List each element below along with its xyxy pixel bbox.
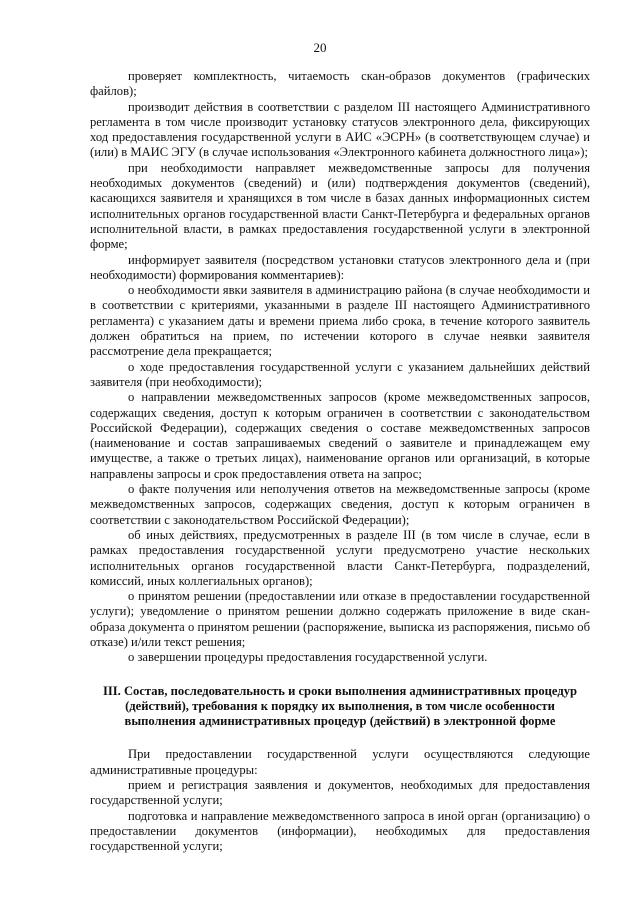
section-heading: III. Состав, последовательность и сроки выполнения административных процедур (действий), требования к порядку их выполнения, в том числе особенности выполнения административных процедур (действий) в электронной форме	[102, 683, 578, 729]
paragraph: при необходимости направляет межведомственные запросы для получения необходимых документов (сведений) и (или) подтверждения документов (сведений), касающихся заявителя и хранящихся в том числе в базах данных информационных систем исполнительных органов государственной власти Санкт-Петербурга и федеральных органов исполнительной власти, в рамках предоставления государственной услуги в электронной форме;	[90, 160, 590, 252]
paragraph: о завершении процедуры предоставления государственной услуги.	[128, 650, 488, 665]
paragraph: проверяет комплектность, читаемость скан-образов документов (графических файлов);	[90, 69, 590, 99]
paragraph: о факте получения или неполучения ответов на межведомственные запросы (кроме межведомственных запросов, содержащих сведения, доступ к которым ограничен в соответствии с законодательством Российской Федерации);	[90, 482, 590, 527]
paragraph: подготовка и направление межведомственного запроса в иной орган (организацию) о предоставлении документов (информации), необходимых для предоставления государственной услуги;	[90, 808, 590, 854]
page-number: 20	[313, 40, 327, 55]
paragraph: о ходе предоставления государственной услуги с указанием дальнейших действий заявителя (при необходимости);	[90, 359, 590, 389]
paragraph: об иных действиях, предусмотренных в разделе III (в том числе в случае, если в рамках предоставления государственной услуги предусмотрено участие нескольких исполнительных органов государственной власти Санкт-Петербурга, подразделений, комиссий, иных коллегиальных органов);	[90, 527, 590, 588]
paragraph: о необходимости явки заявителя в администрацию района (в случае необходимости и в соответствии с критериями, указанными в разделе III настоящего Административного регламента) с указанием даты и времени приема либо срока, в течение которого заявитель должен обратиться на прием, по истечении которого в случае неявки заявителя рассмотрение дела прекращается;	[90, 283, 590, 359]
paragraph: прием и регистрация заявления и документов, необходимых для предоставления государственной услуги;	[90, 778, 590, 808]
paragraph: о принятом решении (предоставлении или отказе в предоставлении государственной услуги); уведомление о принятом решении должно содержать приложение в виде скан-образа документа о принятом решении (распоряжение, выписка из распоряжения, письмо об отказе) и/или текст решения;	[90, 589, 590, 649]
paragraph: производит действия в соответствии с разделом III настоящего Административного регламента в том числе производит установку статусов электронного дела, фиксирующих ход предоставления государственной услуги в АИС «ЭСРН» (в соответствующем случае) и (или) в МАИС ЭГУ (в случае использования «Электронного кабинета должностного лица»);	[90, 99, 590, 160]
paragraph: о направлении межведомственных запросов (кроме межведомственных запросов, содержащих сведения, доступ к которым ограничен в соответствии с законодательством Российской Федерации), содержащих сведения о составе межведомственных запросов (наименование и состав запрашиваемых сведений о заявителе и принадлежащем ему имуществе, а также о третьих лицах), наименование органов или организаций, в которые направлены запросы и срок предоставления ответа на запрос;	[90, 390, 590, 481]
paragraph: При предоставлении государственной услуги осуществляются следующие административные процедуры:	[90, 747, 590, 777]
document-body	[90, 69, 590, 855]
paragraph: информирует заявителя (посредством установки статусов электронного дела и (при необходимости) формирования комментариев):	[90, 252, 590, 282]
